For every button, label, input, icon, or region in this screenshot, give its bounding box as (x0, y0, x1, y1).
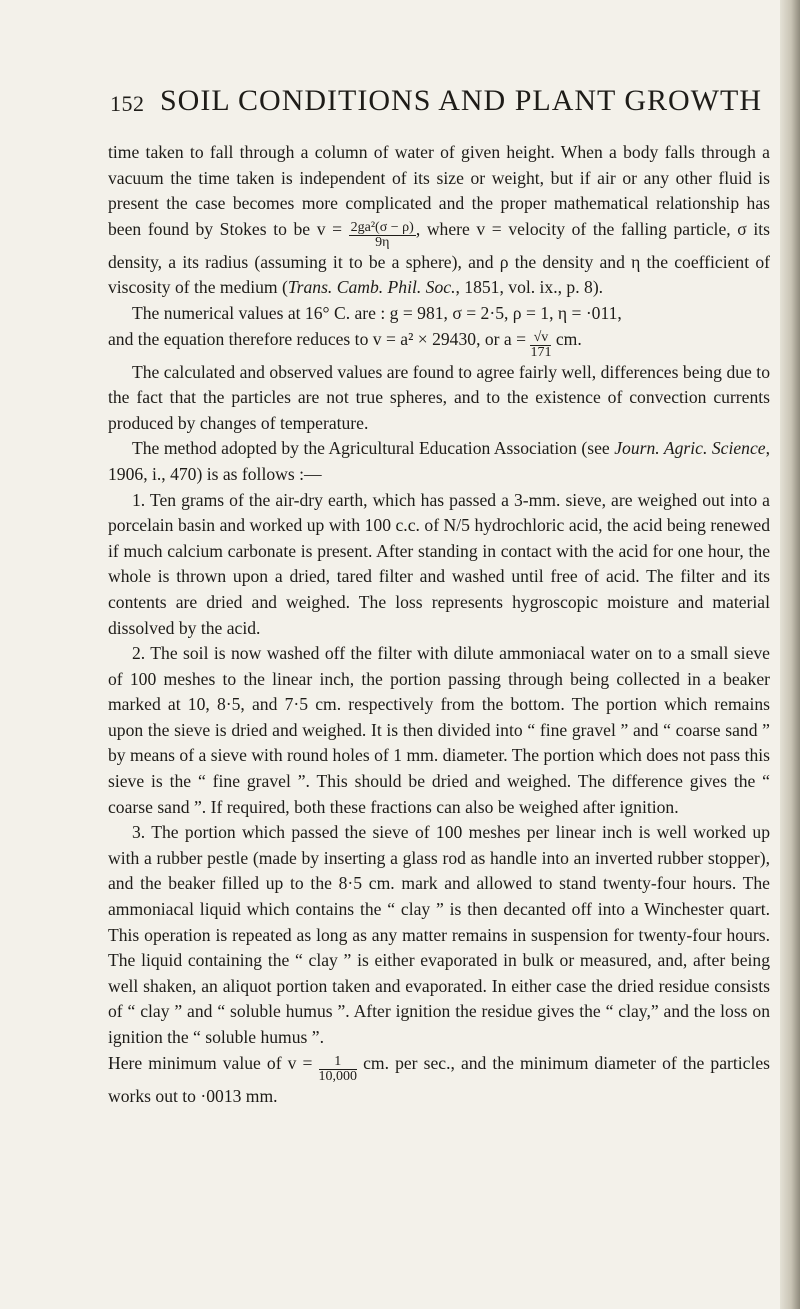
paragraph-step-2: 2. The soil is now washed off the filter with dilute ammoniacal water on to a small sieve of 100 meshes to the linear inch, the portion passing through being collected in a beaker marked at 10, 8·5, and 7·5 cm. respectively from the bottom. The portion which remains upon the sieve is dried and weighed. It is then divided into “ fine gravel ” and “ coarse sand ” by means of a sieve with round holes of 1 mm. diameter. The portion which does not pass this sieve is the “ fine gravel ”. This should be dried and weighed. The difference gives the “ coarse sand ”. If required, both these fractions can also be weighed after ignition. (108, 643, 770, 817)
stokes-numerator: 2ga²(σ − ρ) (350, 219, 414, 235)
radius-denominator: 171 (530, 344, 552, 360)
page-header (110, 84, 770, 124)
minimum-velocity-numerator: 1 (319, 1055, 358, 1070)
journal-citation: Trans. Camb. Phil. Soc. (287, 277, 456, 298)
paragraph-method-intro (108, 436, 770, 487)
text-segment: , 1851, vol. ix., p. 8). (455, 277, 604, 298)
text-segment: Here minimum value of v = (108, 1052, 319, 1073)
paragraph-equation (108, 327, 770, 360)
body-text (108, 140, 770, 1109)
radius-numerator: √v (530, 331, 551, 346)
text-segment: cm. per sec., and the minimum diameter of the particles works out to ·0013 mm. (108, 1052, 770, 1106)
minimum-velocity-denominator: 10,000 (318, 1068, 358, 1084)
paragraph-minimum-value (108, 1051, 770, 1110)
paragraph-stokes-law (108, 140, 770, 301)
page-number: 152 (110, 91, 145, 116)
stokes-denominator: 9η (375, 234, 390, 250)
page-edge-shadow (780, 0, 800, 1309)
stokes-formula-fraction (349, 221, 416, 250)
text-segment: , where v = velocity of the falling particle, σ its density, a its radius (assuming it to be a sphere), and ρ the density and η the coefficient of viscosity of the medium ( (108, 218, 770, 298)
stokes-lhs: v = (316, 218, 343, 239)
text-segment: and the equation therefore reduces to v = a² × 29430, or a = (108, 328, 531, 349)
journal-citation: Journ. Agric. Science (614, 438, 766, 459)
paragraph-agreement: The calculated and observed values are found to agree fairly well, differences being due to the fact that the particles are not true spheres, and to the existence of convection currents produced by changes of temperature. (108, 361, 770, 433)
paragraph-step-1: 1. Ten grams of the air-dry earth, which has passed a 3-mm. sieve, are weighed out into a porcelain basin and worked up with 100 c.c. of N/5 hydrochloric acid, the acid being renewed if much calcium carbonate is present. After standing in contact with the acid for one hour, the whole is thrown upon a dried, tared filter and washed until free of acid. The filter and its contents are dried and weighed. The loss represents hygroscopic moisture and material dissolved by the acid. (108, 489, 770, 638)
paragraph-numerical-values: The numerical values at 16° C. are : g = 981, σ = 2·5, ρ = 1, η = ·011, (132, 302, 622, 323)
paragraph-step-3: 3. The portion which passed the sieve of 100 meshes per linear inch is well worked up with a rubber pestle (made by inserting a glass rod as handle into an inverted rubber stopper), and the beaker filled up to the 8·5 cm. mark and allowed to stand twenty-four hours. The ammoniacal liquid which contains the “ clay ” is then decanted off into a Winchester quart. This operation is repeated as long as any matter remains in suspension for twenty-four hours. The liquid containing the “ clay ” is either evaporated in bulk or measured, and, after being well shaken, an aliquot portion taken and evaporated. In either case the dried residue consists of “ clay ” and “ soluble humus ”. After ignition the residue gives the “ clay,” and the loss on ignition the “ soluble humus ”. (108, 822, 770, 1047)
minimum-velocity-fraction (319, 1055, 358, 1084)
radius-formula-fraction (530, 331, 551, 360)
text-segment: time taken to fall through a column of water of given height. When a body falls through a vacuum the time taken is independent of its size or weight, but if air or any other fluid is present the case becomes more complicated and the proper mathematical relationship has been found by Stokes to be (108, 142, 770, 239)
text-segment: , 1906, i., 470) is as follows :— (108, 438, 770, 484)
text-segment: cm. (551, 328, 582, 349)
text-segment: The method adopted by the Agricultural Education Association (see (132, 438, 615, 459)
running-title: SOIL CONDITIONS AND PLANT GROWTH (160, 84, 762, 117)
